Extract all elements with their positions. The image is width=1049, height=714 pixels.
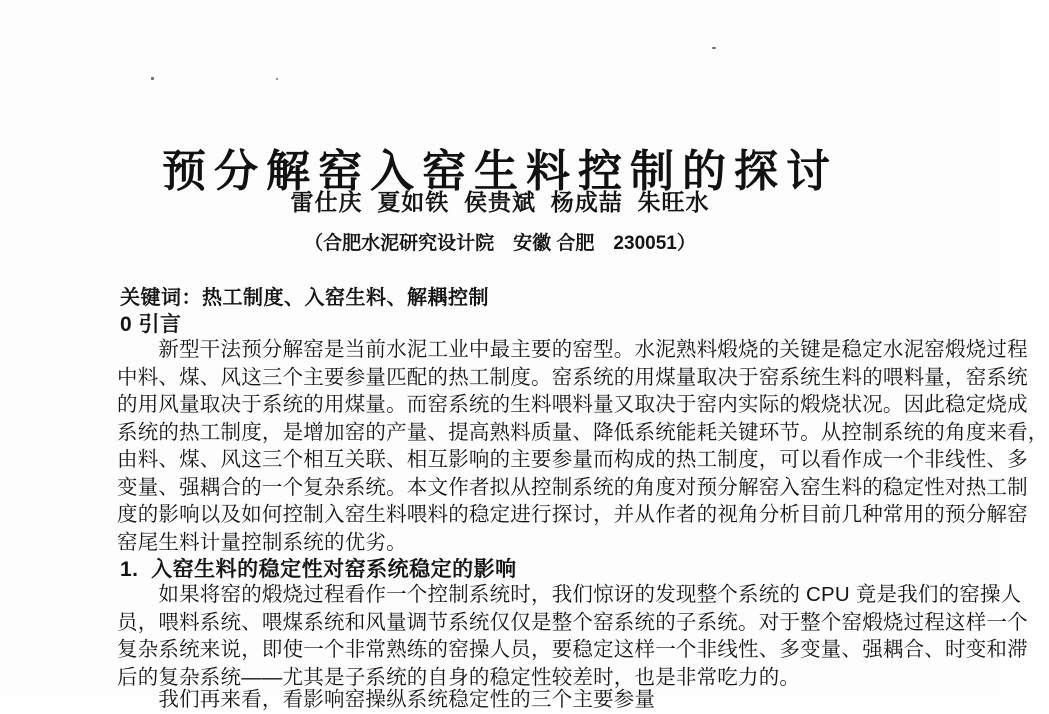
text-line: 员，喂料系统、喂煤系统和风量调节系统仅仅是整个窑系统的子系统。对于整个窑煅烧过程这样一个 [117,610,1028,634]
section-1-paragraph [117,581,1028,691]
section-0-paragraph [117,336,1049,556]
author-list: 雷仕庆 夏如铁 侯贵斌 杨成喆 朱旺水 [290,189,710,215]
scan-speck [712,47,716,49]
keywords-line: 关键词：热工制度、入窑生料、解耦控制 [120,287,489,309]
paper-title: 预分解窑入窑生料控制的探讨 [162,147,838,197]
section-0-heading: 0 引言 [120,313,182,336]
text-line: 系统的热工制度，是增加窑的产量、提高熟料质量、降低系统能耗关键环节。从控制系统的角度来看， [117,420,1049,444]
text-line: 新型干法预分解窑是当前水泥工业中最主要的窑型。水泥熟料煅烧的关键是稳定水泥窑煅烧过程 [117,338,1028,361]
scan-speck [151,77,154,80]
section-1-heading: 1. 入窑生料的稳定性对窑系统稳定的影响 [120,558,517,581]
text-line: 后的复杂系统——尤其是子系统的自身的稳定性较差时，也是非常吃力的。 [117,665,801,689]
text-line: 度的影响以及如何控制入窑生料喂料的稳定进行探讨，并从作者的视角分析目前几种常用的预分解窑 [117,503,1028,526]
text-line: 复杂系统来说，即使一个非常熟练的窑操人员，要稳定这样一个非线性、多变量、强耦合、时变和滞 [117,638,1028,661]
text-line: 窑尾生料计量控制系统的优劣。 [117,530,407,554]
scan-speck [276,78,278,80]
text-line: 如果将窑的煅烧过程看作一个控制系统时，我们惊讶的发现整个系统的 CPU 竟是我们的窑操人 [117,583,1022,606]
text-line: 的用风量取决于系统的用煤量。而窑系统的生料喂料量又取决于窑内实际的煅烧状况。因此稳定烧成 [117,393,1028,416]
text-line: 中料、煤、风这三个主要参量匹配的热工制度。窑系统的用煤量取决于窑系统生料的喂料量，窑系统 [117,365,1028,389]
text-line: 由料、煤、风这三个相互关联、相互影响的主要参量而构成的热工制度，可以看作成一个非线性、多 [117,448,1028,471]
affiliation-line: （合肥水泥研究设计院 安徽 合肥 230051） [304,233,696,254]
clipped-bottom-text-line: 我们再来看，看影响窑操纵系统稳定性的三个主要参量 [117,688,656,711]
text-line: 变量、强耦合的一个复杂系统。本文作者拟从控制系统的角度对预分解窑入窑生料的稳定性对热工制 [117,475,1028,499]
